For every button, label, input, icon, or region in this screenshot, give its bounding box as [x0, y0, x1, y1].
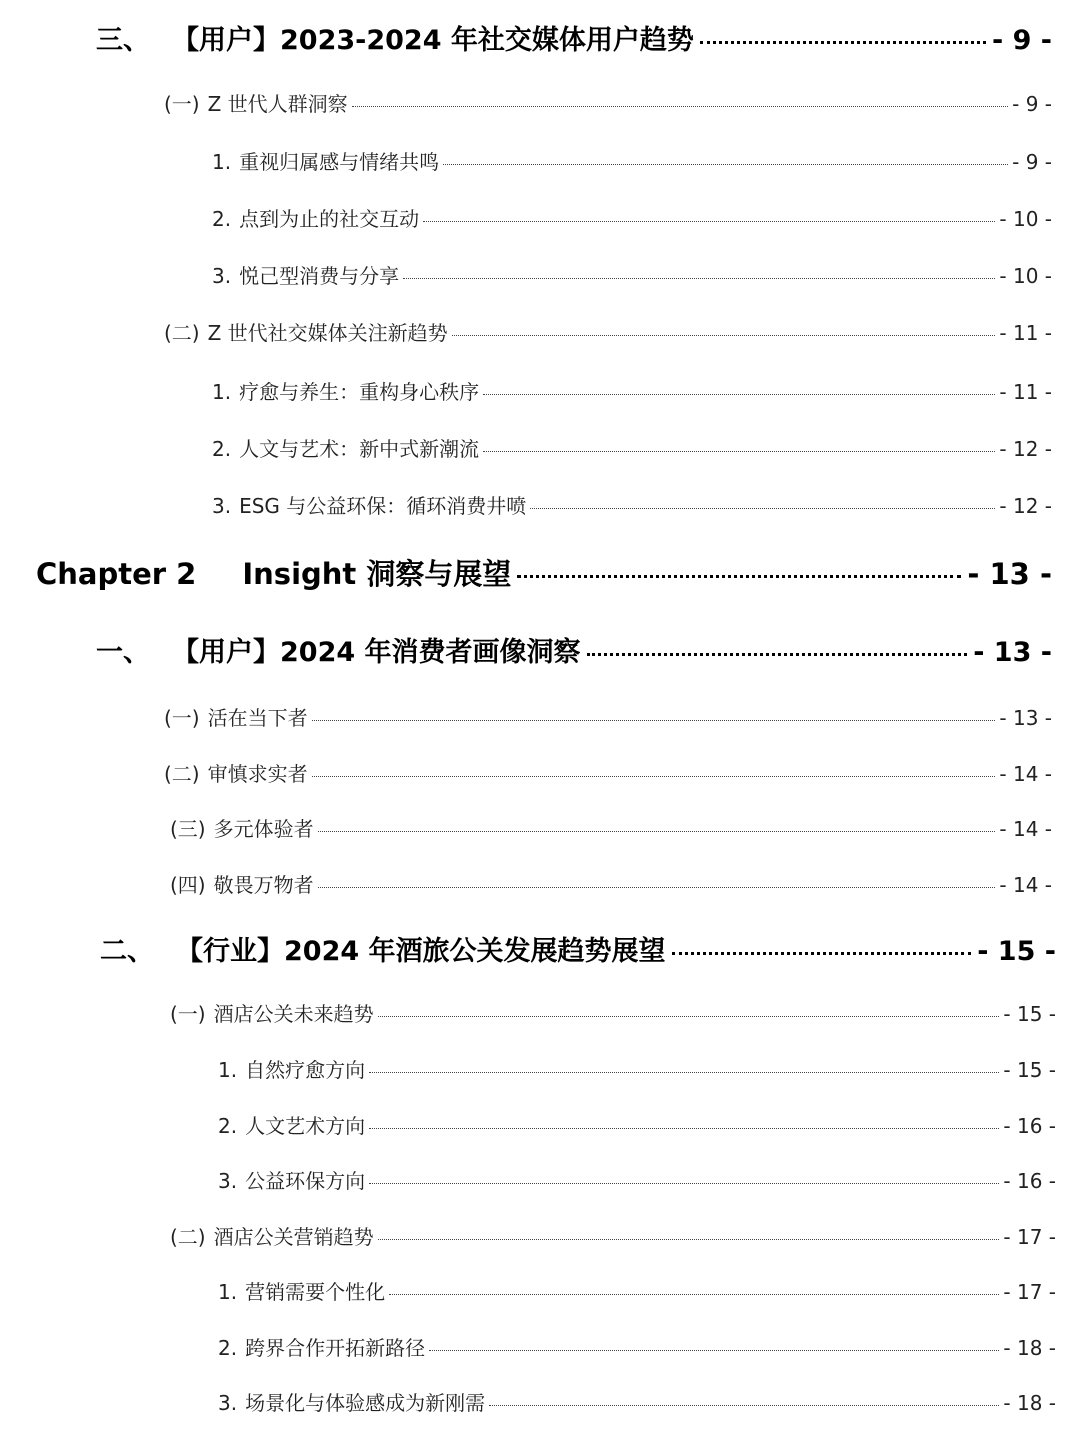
toc-entry-level2[interactable] — [164, 317, 1052, 346]
dot-leader — [483, 451, 995, 452]
toc-entry-number: 二、 — [100, 936, 154, 967]
toc-entry-level2[interactable] — [170, 998, 1056, 1027]
dot-leader — [318, 831, 996, 832]
toc-entry-number: (一) — [164, 706, 200, 730]
toc-entry-title: 活在当下者 — [207, 706, 308, 730]
chapter-label: Chapter 2 — [36, 557, 197, 591]
toc-entry-number: 2. — [218, 1114, 238, 1138]
toc-entry-number: 1. — [212, 150, 232, 174]
toc-entry-title: 多元体验者 — [213, 817, 314, 841]
toc-entry-page: - 13 - — [967, 557, 1052, 591]
toc-entry-number: 2. — [218, 1336, 238, 1360]
toc-entry-page: - 13 - — [999, 706, 1052, 730]
toc-entry-page: - 17 - — [1003, 1280, 1056, 1304]
toc-entry-level3[interactable] — [212, 433, 1052, 462]
toc-entry-title: ESG 与公益环保：循环消费井喷 — [239, 494, 527, 518]
toc-entry-title: 人文与艺术：新中式新潮流 — [239, 437, 480, 461]
toc-entry-number: 3. — [218, 1169, 238, 1193]
toc-entry-level3[interactable] — [218, 1110, 1056, 1139]
dot-leader — [369, 1183, 999, 1184]
toc-entry-title: 人文艺术方向 — [245, 1114, 366, 1138]
toc-entry-level3[interactable] — [212, 146, 1052, 175]
dot-leader — [369, 1128, 999, 1129]
toc-entry-page: - 9 - — [1012, 92, 1052, 116]
toc-entry-chapter[interactable] — [36, 552, 1052, 593]
toc-entry-number: 3. — [218, 1391, 238, 1415]
toc-entry-title: 【行业】2024 年酒旅公关发展趋势展望 — [176, 936, 666, 967]
toc-entry-title: 酒店公关营销趋势 — [213, 1225, 374, 1249]
toc-entry-number: 3. — [212, 264, 232, 288]
toc-entry-page: - 14 - — [999, 873, 1052, 897]
toc-entry-title: 疗愈与养生：重构身心秩序 — [239, 380, 480, 404]
dot-leader — [489, 1405, 999, 1406]
toc-entry-page: - 12 - — [999, 494, 1052, 518]
toc-entry-title: 酒店公关未来趋势 — [213, 1002, 374, 1026]
toc-entry-title: 自然疗愈方向 — [245, 1058, 366, 1082]
toc-entry-level1[interactable] — [96, 630, 1052, 669]
dot-leader — [403, 278, 995, 279]
toc-entry-page: - 11 - — [999, 380, 1052, 404]
toc-entry-level3[interactable] — [218, 1054, 1056, 1083]
toc-entry-number: 一、 — [96, 637, 150, 668]
toc-entry-number: 三、 — [96, 25, 150, 56]
dot-leader — [312, 776, 996, 777]
dot-leader — [352, 106, 1008, 107]
toc-entry-number: (三) — [170, 817, 206, 841]
toc-entry-title: 跨界合作开拓新路径 — [245, 1336, 426, 1360]
toc-entry-page: - 9 - — [992, 25, 1052, 56]
toc-entry-number: (一) — [170, 1002, 206, 1026]
toc-entry-level3[interactable] — [218, 1387, 1056, 1416]
toc-entry-title: 敬畏万物者 — [213, 873, 314, 897]
dot-leader — [517, 575, 961, 578]
dot-leader — [369, 1072, 999, 1073]
toc-entry-level3[interactable] — [212, 203, 1052, 232]
toc-entry-page: - 13 - — [973, 637, 1052, 668]
toc-entry-title: Insight 洞察与展望 — [242, 557, 512, 591]
toc-entry-level3[interactable] — [212, 260, 1052, 289]
toc-entry-page: - 16 - — [1003, 1114, 1056, 1138]
dot-leader — [318, 887, 996, 888]
dot-leader — [672, 952, 972, 955]
toc-entry-number: (一) — [164, 92, 200, 116]
toc-entry-level2[interactable] — [170, 869, 1052, 898]
toc-entry-level2[interactable] — [170, 813, 1052, 842]
toc-entry-page: - 14 - — [999, 762, 1052, 786]
dot-leader — [530, 508, 995, 509]
dot-leader — [587, 653, 968, 656]
dot-leader — [443, 164, 1008, 165]
toc-entry-title: 【用户】2023-2024 年社交媒体用户趋势 — [172, 25, 694, 56]
toc-entry-number: 2. — [212, 437, 232, 461]
dot-leader — [700, 41, 986, 44]
dot-leader — [452, 335, 996, 336]
toc-entry-level3[interactable] — [212, 490, 1052, 519]
toc-entry-level3[interactable] — [218, 1332, 1056, 1361]
toc-entry-level3[interactable] — [218, 1165, 1056, 1194]
toc-entry-page: - 11 - — [999, 321, 1052, 345]
toc-entry-page: - 16 - — [1003, 1169, 1056, 1193]
toc-entry-level3[interactable] — [212, 376, 1052, 405]
toc-entry-page: - 15 - — [1003, 1058, 1056, 1082]
toc-entry-page: - 9 - — [1012, 150, 1052, 174]
toc-entry-title: Z 世代社交媒体关注新趋势 — [207, 321, 448, 345]
toc-entry-page: - 18 - — [1003, 1336, 1056, 1360]
toc-entry-number: (四) — [170, 873, 206, 897]
toc-entry-page: - 15 - — [1003, 1002, 1056, 1026]
toc-entry-page: - 10 - — [999, 264, 1052, 288]
toc-entry-page: - 12 - — [999, 437, 1052, 461]
toc-entry-level1[interactable] — [100, 929, 1056, 968]
toc-entry-page: - 10 - — [999, 207, 1052, 231]
toc-entry-title: 审慎求实者 — [207, 762, 308, 786]
toc-entry-number: (二) — [164, 321, 200, 345]
toc-entry-page: - 15 - — [977, 936, 1056, 967]
toc-entry-number: 1. — [218, 1058, 238, 1082]
toc-entry-number: 2. — [212, 207, 232, 231]
toc-entry-title: 悦己型消费与分享 — [239, 264, 400, 288]
toc-entry-number: 1. — [218, 1280, 238, 1304]
toc-entry-number: (二) — [164, 762, 200, 786]
dot-leader — [378, 1239, 1000, 1240]
dot-leader — [389, 1294, 999, 1295]
toc-entry-title: 【用户】2024 年消费者画像洞察 — [172, 637, 581, 668]
toc-entry-title: Z 世代人群洞察 — [207, 92, 348, 116]
toc-entry-title: 营销需要个性化 — [245, 1280, 386, 1304]
toc-entry-level3[interactable] — [218, 1276, 1056, 1305]
toc-entry-title: 重视归属感与情绪共鸣 — [239, 150, 440, 174]
toc-entry-level2[interactable] — [170, 1221, 1056, 1250]
dot-leader — [378, 1016, 1000, 1017]
toc-entry-level2[interactable] — [164, 702, 1052, 731]
dot-leader — [423, 221, 995, 222]
toc-entry-number: 1. — [212, 380, 232, 404]
toc-entry-level1[interactable] — [96, 18, 1052, 57]
toc-entry-page: - 17 - — [1003, 1225, 1056, 1249]
toc-entry-number: (二) — [170, 1225, 206, 1249]
toc-entry-title: 场景化与体验感成为新刚需 — [245, 1391, 486, 1415]
toc-entry-title: 点到为止的社交互动 — [239, 207, 420, 231]
toc-entry-page: - 14 - — [999, 817, 1052, 841]
toc-entry-title: 公益环保方向 — [245, 1169, 366, 1193]
toc-entry-level2[interactable] — [164, 88, 1052, 117]
toc-entry-number: 3. — [212, 494, 232, 518]
toc-entry-level2[interactable] — [164, 758, 1052, 787]
toc-entry-page: - 18 - — [1003, 1391, 1056, 1415]
dot-leader — [429, 1350, 999, 1351]
dot-leader — [483, 394, 995, 395]
dot-leader — [312, 720, 996, 721]
